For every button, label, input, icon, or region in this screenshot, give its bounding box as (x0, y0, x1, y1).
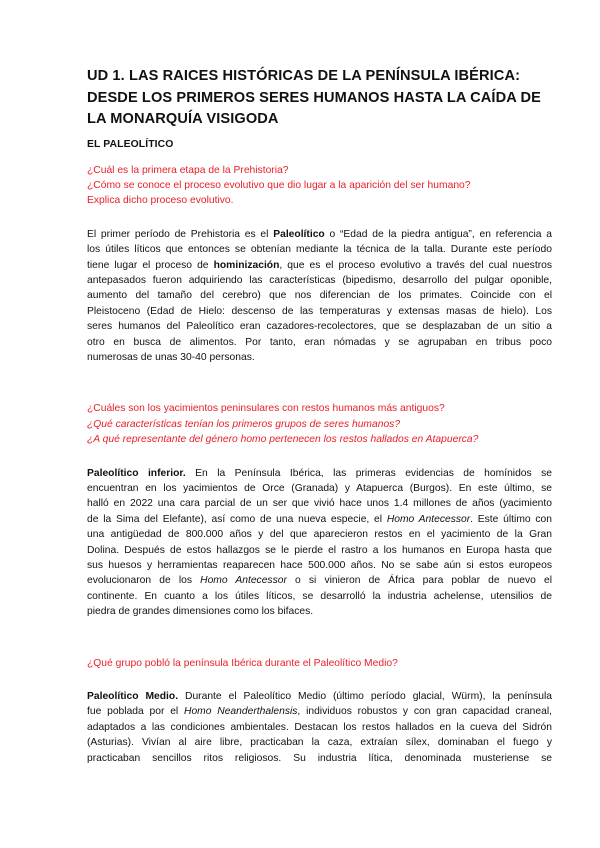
text-line (87, 573, 552, 588)
bold-term: Paleolítico Medio. (87, 691, 179, 703)
text-line: Dolina. Después de estos hallazgos se le pierde el rastro a los humanos en Europa hasta que (87, 544, 552, 556)
questions-block-2 (87, 401, 552, 447)
text-line: (Asturias). Vivían al aire libre, practicaban la caza, extraían sílex, dominaban el fuego y (87, 737, 552, 749)
text-run: El primer período de Prehistoria es el (87, 228, 274, 240)
questions-block-1 (87, 163, 552, 209)
section-title: EL PALEOLÍTICO (87, 138, 174, 150)
text-line: halló en 2022 una cara parcial de un ser que vivió hace unos 1.4 millones de años (yacimiento (87, 498, 552, 510)
text-run: En la Península Ibérica, las primeras evidencias de homínidos se (185, 467, 552, 479)
text-line: piedra de grandes dimensiones como los bifaces. (87, 606, 314, 618)
italic-term: Homo Neanderthalensis (184, 706, 298, 718)
text-line (87, 689, 552, 704)
bold-term: Paleolítico inferior. (87, 467, 186, 479)
question-line: ¿Cuál es la primera etapa de la Prehistoria? (87, 164, 289, 176)
text-line (87, 227, 552, 242)
text-run: , individuos robustos y con gran capacidad craneal, (297, 706, 553, 718)
text-run: Durante el Paleolítico Medio (último período glacial, Würm), la península (178, 691, 553, 703)
text-run: tiene lugar el proceso de (87, 259, 214, 271)
text-line: sus huesos y herramientas reaparecen hace 500.000 años. No se sabe aún si estos europeos (87, 560, 552, 572)
text-line (87, 704, 552, 719)
text-line: Pleistoceno (Edad de Hielo: descenso de las temperaturas y extensas masas de hielo). Los (87, 305, 552, 317)
text-line: practicaban sencillos ritos religiosos. Su industria lítica, denominada musteriense se (87, 752, 552, 764)
paragraph-paleolitico (87, 227, 552, 366)
paragraph-paleolitico-inferior (87, 466, 552, 620)
text-line: otro en busca de alimentos. Por tanto, eran nómadas y se agrupaban en tribus poco (87, 336, 552, 348)
text-run: de la Sima del Elefante), así como de una nueva especie, el (87, 513, 387, 525)
text-line: aumento del tamaño del cerebro) que nos diferencian de los primates. Coincide con el (87, 290, 552, 302)
document-title: UD 1. LAS RAICES HISTÓRICAS DE LA PENÍNSULA IBÉRICA: DESDE LOS PRIMEROS SERES HUMANOS HASTA LA CAÍDA DE LA MONARQUÍA VISIGODA (87, 68, 541, 127)
text-line (87, 466, 552, 481)
question-line: ¿A qué representante del género homo pertenecen los restos hallados en Atapuerca? (87, 434, 479, 446)
text-line: encuentran en los yacimientos de Orce (Granada) y Atapuerca (Burgos). En este último, se (87, 483, 552, 494)
question-line: ¿Qué grupo pobló la península Ibérica durante el Paleolítico Medio? (87, 657, 398, 669)
text-line: continente. En cuanto a los útiles líticos, se desarrolló la industria achelense, utensilios de (87, 590, 552, 602)
text-line: los útiles líticos que entonces se obtenían mediante la técnica de la talla. Durante este período (87, 244, 552, 256)
question-line: ¿Qué características tenían los primeros grupos de seres humanos? (87, 418, 401, 430)
question-line: ¿Cuáles son los yacimientos peninsulares con restos humanos más antiguos? (87, 403, 445, 415)
paragraph-paleolitico-medio (87, 689, 552, 766)
text-line: antepasados fueron adquiriendo las características (bipedismo, desarrollo del pulgar oponible, (87, 274, 552, 286)
text-run: o si vinieron de África para poblar de nuevo el (286, 575, 552, 587)
bold-term: Paleolítico (273, 228, 325, 240)
text-line (87, 512, 552, 527)
text-run: . Este último con (470, 513, 552, 525)
questions-block-3 (87, 656, 552, 671)
text-line: una antigüedad de 800.000 años y del que aparecieron restos en el yacimiento de la Gran (87, 529, 552, 541)
text-line: adaptados a las condiciones ambientales. Destacan los restos hallados en la cueva del Sidrón (87, 721, 552, 733)
text-run: o “Edad de la piedra antigua”, en referencia a (324, 228, 552, 240)
text-run: fue poblada por el (87, 706, 185, 718)
italic-term: Homo Antecessor (386, 513, 471, 525)
text-line: numerosas de unas 30-40 personas. (87, 351, 255, 363)
text-line (87, 258, 552, 273)
italic-term: Homo Antecessor (200, 575, 287, 587)
question-line: ¿Cómo se conoce el proceso evolutivo que dio lugar a la aparición del ser humano? (87, 179, 471, 191)
bold-term: hominización (213, 259, 280, 271)
text-run: evolucionaron de los (87, 575, 201, 587)
text-run: , que es el proceso evolutivo a través del cual nuestros (279, 259, 552, 271)
question-line: Explica dicho proceso evolutivo. (87, 195, 234, 207)
text-line: seres humanos del Paleolítico eran cazadores-recolectores, que se desplazaban de un sitio a (87, 321, 552, 333)
